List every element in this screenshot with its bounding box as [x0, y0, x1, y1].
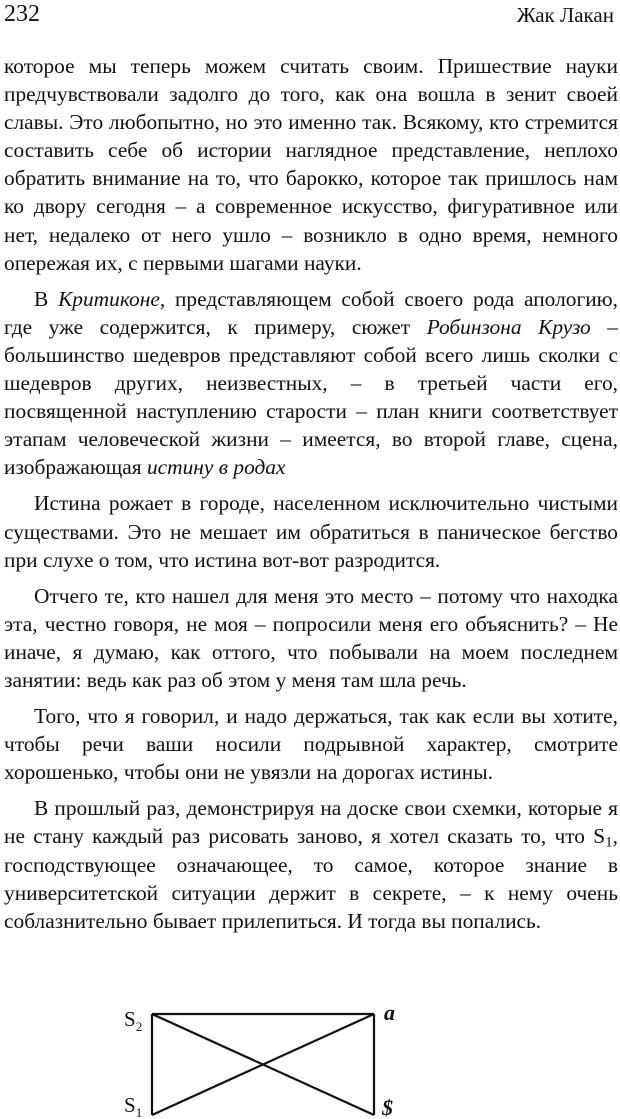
paragraph-3: [4, 489, 618, 573]
diagram-label-bottom-left: $S_1$: [124, 1093, 143, 1119]
paragraph-3-text: Истина рожает в городе, населенном исключительно чистыми существами. Это не мешает им обратиться в паническое бегство при слухе о том, что истина вот-вот разродится.: [4, 491, 618, 572]
paragraph-2-text-b: , представляющем собой своего рода апологию, где уже содержится, к примеру, сюжет: [4, 286, 618, 339]
paragraph-4-text: Отчего те, кто нашел для меня это место – потому что находка эта, честно говоря, не моя – попросили меня его объяснить? – Не иначе, я думаю, как оттого, что побывали на моем последнем занятии: ведь как раз об этом у меня там шла речь.: [4, 583, 618, 692]
paragraph-1: [4, 52, 618, 277]
paragraph-1-text: которое мы теперь можем считать своим. Пришествие науки предчувствовали задолго до того, как она вошла в зенит своей славы. Это любопытно, но это именно так. Всякому, кто стремится составить себе об истории наглядное представление, неплохо обратить внимание на то, что барокко, которое так пришлось нам ко двору сегодня – а современное искусство, фигуративное или нет, недалеко от него ушло – возникло в одно время, немного опережая их, с первыми шагами науки.: [4, 54, 618, 275]
paragraph-5-text: Того, что я говорил, и надо держаться, так как если вы хотите, чтобы речи ваши носили подрывной характер, смотрите хорошенько, чтобы они не увязли на дорогах истины.: [4, 704, 618, 785]
diagram-label-bottom-right: $: [382, 1095, 393, 1119]
body-text: [4, 52, 618, 943]
paragraph-6-text-b: , господствующее означающее, то самое, которое знание в университетской ситуации держит в секрете, – к нему очень соблазнительно бывает прилепиться. И тогда вы попались.: [4, 824, 618, 933]
diagram-label-top-right: a: [384, 1000, 395, 1025]
phrase-truth-in-labor: истину в родах: [146, 455, 286, 480]
paragraph-2-text-a: В: [34, 286, 59, 311]
running-head: Жак Лакан: [516, 3, 614, 27]
paragraph-6-text-a: В прошлый раз, демонстрируя на доске свои схемки, которые я не стану каждый раз рисовать заново, я хотел сказать то, что S: [4, 796, 618, 849]
discourse-diagram: [112, 996, 412, 1119]
title-kritikon: Критиконе: [58, 286, 160, 311]
diagram-box: [152, 1014, 374, 1115]
page-number: 232: [4, 1, 40, 27]
paragraph-6: [4, 794, 618, 934]
diagram-label-top-left: $S_2$: [124, 1007, 143, 1034]
paragraph-5: [4, 702, 618, 786]
paragraph-2-text-c: – большинство шедевров представляют собой всего лишь сколки с шедевров других, неизвестных, – в третьей части его, посвященной наступлению старости – план книги соответствует этапам человеческой жизни – имеется, во второй главе, сцена, изображающая: [4, 314, 618, 480]
paragraph-2: [4, 285, 618, 482]
title-robinson-crusoe: Робинзона Крузо: [426, 314, 591, 339]
paragraph-4: [4, 582, 618, 694]
subscript-1: 1: [605, 835, 613, 852]
